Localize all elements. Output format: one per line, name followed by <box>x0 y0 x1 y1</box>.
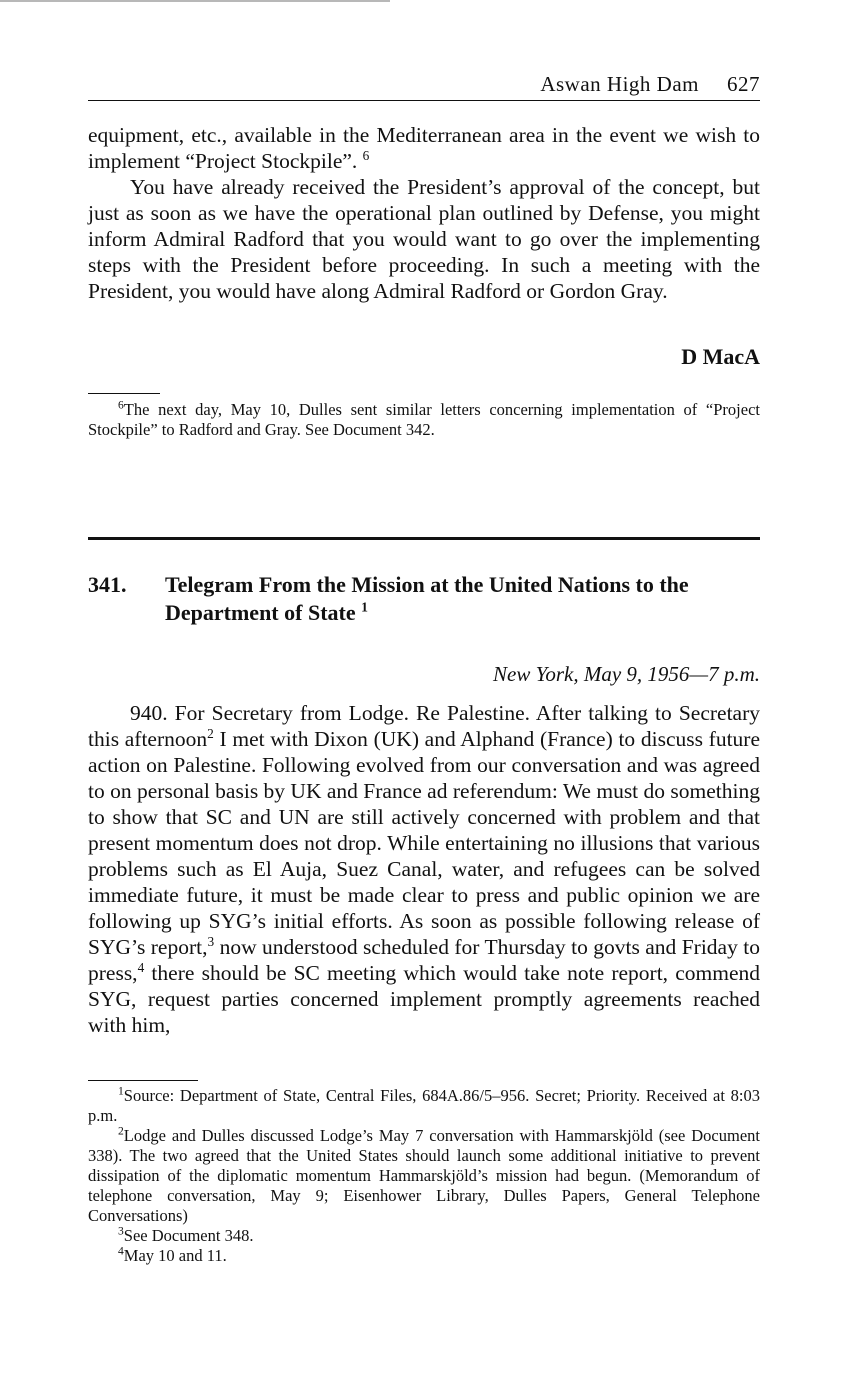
footnote-rule <box>88 393 160 394</box>
telegram-text-b: I met with Dixon (UK) and Alphand (France) to discuss future action on Palestine. Following evolved from our conversation and was agreed to on personal basis by UK and France ad referendum: We must do something to show that SC and UN are still actively concerned with problem and that present momentum does not drop. While entertaining no illusions that various problems such as El Auja, Suez Canal, water, and refugees can be solved immediate future, it must be made clear to press and public opinion we are following up SYG’s initial efforts. As soon as possible following release of SYG’s report, <box>88 727 760 959</box>
footnote-text: Lodge and Dulles discussed Lodge’s May 7 conversation with Hammarskjöld (see Document 338). The two agreed that the United States should launch some additional initiative to prevent dissipation of the diplomatic momentum Hammarskjöld’s mission had begun. (Memorandum of telephone conversation, May 9; Eisenhower Library, Dulles Papers, General Telephone Conversations) <box>88 1126 760 1225</box>
footnote-2 <box>88 1126 760 1226</box>
footnote-ref-3: 3 <box>207 933 215 949</box>
footnote-ref-2: 2 <box>207 725 214 741</box>
running-header <box>88 72 760 101</box>
document-title: Telegram From the Mission at the United Nations to the Department of State <box>165 572 689 625</box>
telegram-text-d: there should be SC meeting which would take note report, commend SYG, request parties concerned implement promptly agreements reached with him, <box>88 961 761 1037</box>
continued-letter-text <box>88 122 760 304</box>
dateline: New York, May 9, 1956—7 p.m. <box>493 662 760 686</box>
footnote-text: See Document 348. <box>123 1226 254 1245</box>
footnote-ref-4: 4 <box>137 959 145 975</box>
footnote-4 <box>88 1246 760 1266</box>
paragraph-text: equipment, etc., available in the Mediterranean area in the event we wish to implement “Project Stockpile”. <box>88 123 760 173</box>
footnote-mark: 2 <box>118 1125 124 1138</box>
paragraph-approval: You have already received the President’s approval of the concept, but just as soon as we have the operational plan outlined by Defense, you might inform Admiral Radford that you would want to go over the implementing steps with the President before proceeding. In such a meeting with the President, you would have along Admiral Radford or Gordon Gray. <box>88 175 760 303</box>
footnote-rule-2 <box>88 1080 198 1081</box>
scan-edge-line <box>0 0 390 2</box>
document-number: 341. <box>88 572 127 597</box>
telegram-text-c: now understood scheduled for Thursday to govts and Friday to press, <box>88 935 760 985</box>
footnote-ref-6: 6 <box>362 147 370 163</box>
footnote-mark: 3 <box>118 1225 124 1238</box>
running-header-title: Aswan High Dam <box>540 72 699 96</box>
footnote-text: The next day, May 10, Dulles sent similar letters concerning implementation of “Project Stockpile” to Radford and Gray. See Document 342. <box>88 400 760 439</box>
page-number: 627 <box>727 72 760 96</box>
footnote-text: May 10 and 11. <box>123 1246 227 1265</box>
signature-initials: D MacA <box>681 344 760 369</box>
footnote-6 <box>88 400 760 440</box>
footnote-mark: 1 <box>118 1085 124 1098</box>
footnote-3 <box>88 1226 760 1246</box>
footnote-text: Source: Department of State, Central Files, 684A.86/5–956. Secret; Priority. Received at 8:03 p.m. <box>88 1086 760 1125</box>
telegram-text-a: 940. For Secretary from Lodge. Re Palestine. After talking to Secretary this afternoon <box>88 701 760 751</box>
footnote-mark: 6 <box>118 399 124 412</box>
paragraph-continued <box>88 122 760 174</box>
footnote-1 <box>88 1086 760 1126</box>
footnote-ref-1: 1 <box>361 599 368 615</box>
section-divider <box>88 537 760 540</box>
telegram-body <box>88 700 760 1038</box>
footnotes-block <box>88 1086 760 1266</box>
footnote-mark: 4 <box>118 1245 124 1258</box>
document-heading <box>88 571 760 627</box>
